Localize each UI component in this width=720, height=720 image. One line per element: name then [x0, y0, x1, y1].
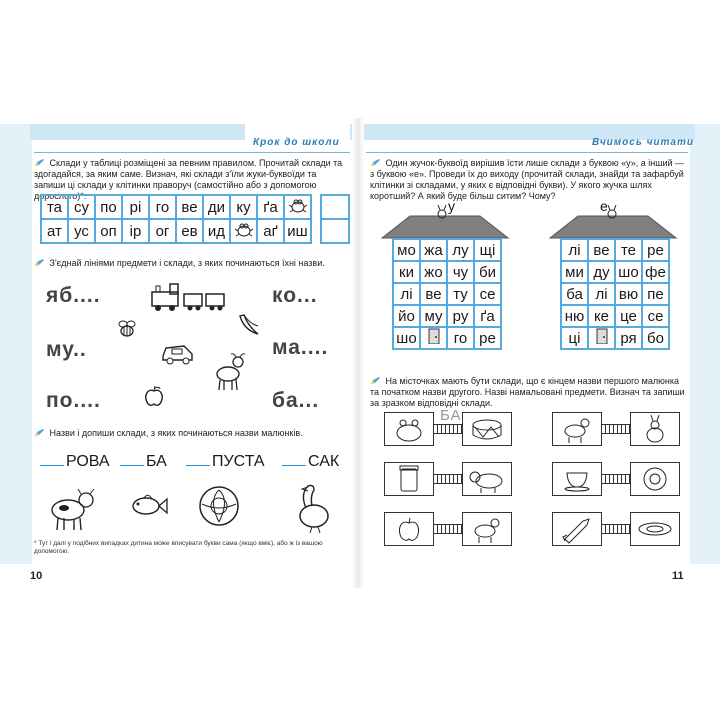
answer-cell[interactable] — [321, 219, 349, 243]
door-icon — [428, 328, 440, 344]
house-cell[interactable]: ґа — [474, 305, 501, 327]
plate-icon — [631, 513, 679, 545]
fill-word: САК — [308, 453, 340, 470]
goat-icon — [463, 513, 511, 545]
cell: ве — [176, 195, 203, 219]
fill-blank[interactable] — [186, 465, 210, 466]
bridge-pic-apple — [384, 512, 434, 546]
fill-blank[interactable] — [40, 465, 64, 466]
bull-icon — [463, 463, 511, 495]
house-cell[interactable]: чу — [447, 261, 474, 283]
pencil-icon — [34, 258, 45, 267]
cabbage-icon — [631, 463, 679, 495]
cell: ид — [203, 219, 230, 243]
jar-icon — [385, 463, 433, 495]
house-cell[interactable]: ре — [642, 239, 669, 261]
house-cell[interactable]: ту — [447, 283, 474, 305]
fill-sak — [282, 453, 339, 471]
bridge-pic-drum — [462, 412, 512, 446]
cell: су — [68, 195, 95, 219]
pencil-icon — [370, 376, 381, 385]
cell: ог — [149, 219, 176, 243]
cell: ев — [176, 219, 203, 243]
fill-word: БА — [146, 453, 167, 470]
cell: аґ — [257, 219, 284, 243]
bug-icon — [288, 196, 308, 214]
fill-rova — [40, 453, 110, 471]
banana-icon — [236, 312, 262, 338]
bee-icon — [116, 318, 138, 340]
cell: ус — [68, 219, 95, 243]
bridge-sample: БА — [440, 407, 462, 424]
cabbage-icon — [194, 482, 244, 528]
house-cell[interactable]: лі — [561, 239, 588, 261]
bridge-pic-cup — [552, 462, 602, 496]
cell: ір — [122, 219, 149, 243]
pencil-icon — [34, 428, 45, 437]
house-cell[interactable]: го — [447, 327, 474, 349]
cell: ди — [203, 195, 230, 219]
bug-icon — [234, 220, 254, 238]
goat-icon — [553, 413, 601, 445]
cell: иш — [284, 219, 311, 243]
house-cell[interactable]: бо — [642, 327, 669, 349]
bridge-pic-rabbit — [630, 412, 680, 446]
page-number-left: 10 — [30, 570, 43, 582]
house2-roof — [548, 202, 680, 242]
cell: го — [149, 195, 176, 219]
bridge — [434, 474, 462, 484]
cell: ат — [41, 219, 68, 243]
bridge-pic-jar — [384, 462, 434, 496]
house-cell[interactable]: ря — [615, 327, 642, 349]
cell: та — [41, 195, 68, 219]
bridge — [602, 524, 630, 534]
house-cell[interactable]: йо — [393, 305, 420, 327]
rocket-icon — [553, 513, 601, 545]
right-header-line — [366, 152, 688, 153]
cell: оп — [95, 219, 122, 243]
house-cell[interactable]: ки — [393, 261, 420, 283]
house1-letter: у — [448, 198, 455, 214]
frog-icon — [385, 413, 433, 445]
apple-icon — [385, 513, 433, 545]
bridge-pic-plate — [630, 512, 680, 546]
cell: ку — [230, 195, 257, 219]
bridge — [602, 474, 630, 484]
door-cell[interactable] — [588, 327, 615, 349]
house1-roof — [380, 202, 512, 242]
syllable-ma: ма.... — [272, 336, 329, 359]
right-task2-text: На місточках мають бути склади, що є кінцем назви першого малюнка та початком назви другого. Назві намальовані предмети. Визнач та запиши за зразком відповідні склади. — [370, 376, 685, 408]
house-cell[interactable]: би — [474, 261, 501, 283]
left-task2-text: З'єднай лініями предмети і склади, з яких починаються їхні назви. — [49, 258, 325, 268]
house-cell[interactable]: фе — [642, 261, 669, 283]
fill-blank[interactable] — [120, 465, 144, 466]
house-cell[interactable]: ке — [588, 305, 615, 327]
house-cell[interactable]: ба — [561, 283, 588, 305]
house-cell[interactable]: вю — [615, 283, 642, 305]
house-cell[interactable]: лі — [393, 283, 420, 305]
right-task2 — [370, 376, 686, 409]
bridge-pic-cabbage — [630, 462, 680, 496]
house-cell[interactable]: щі — [474, 239, 501, 261]
fill-pusta — [186, 453, 265, 471]
bridge-pic-goat — [462, 512, 512, 546]
fish-icon — [128, 490, 168, 522]
syllable-yab: яб.... — [46, 284, 101, 307]
left-task3-text: Назви і допиши склади, з яких починаються назви малюнків. — [49, 428, 303, 438]
left-task3 — [34, 428, 346, 439]
house-cell[interactable]: му — [420, 305, 447, 327]
house-cell[interactable]: шо — [615, 261, 642, 283]
left-task2 — [34, 258, 346, 269]
right-header-title: Вчимось читати — [592, 137, 694, 148]
fill-word: РОВА — [66, 453, 110, 470]
house-cell[interactable]: се — [642, 305, 669, 327]
house-cell[interactable]: жа — [420, 239, 447, 261]
house-cell[interactable]: це — [615, 305, 642, 327]
house-cell[interactable]: лі — [588, 283, 615, 305]
fill-word: ПУСТА — [212, 453, 265, 470]
house1-grid — [392, 238, 502, 350]
cell: по — [95, 195, 122, 219]
house-cell[interactable]: ре — [474, 327, 501, 349]
footnote: * Тут і далі у подібних випадках дитина може вписувати букви сама (якщо вміє), або ж із вашою допомогою. — [34, 540, 323, 555]
door-icon — [596, 328, 608, 344]
bridge-pic-frog — [384, 412, 434, 446]
bridge-pic-bull — [462, 462, 512, 496]
fill-blank[interactable] — [282, 465, 306, 466]
house-cell[interactable]: шо — [393, 327, 420, 349]
left-header-line — [34, 152, 350, 153]
house-cell[interactable]: те — [615, 239, 642, 261]
pencil-icon — [370, 158, 381, 167]
right-margin-band — [690, 124, 720, 564]
house-cell[interactable]: жо — [420, 261, 447, 283]
bridge-pic-rocket — [552, 512, 602, 546]
left-task1-text: Склади у таблиці розміщені за певним правилом. Прочитай склади та здогадайся, за яким саме. Визнач, які склади з'їли жуки-буквоїди та запиши ці склади у клітинки праворуч (самостійно або з допомогою дорослого)*. — [34, 158, 343, 201]
cup-icon — [553, 463, 601, 495]
goat-icon — [210, 352, 248, 392]
drum-icon — [463, 413, 511, 445]
house2-grid — [560, 238, 670, 350]
train-icon — [146, 280, 228, 314]
cell: рі — [122, 195, 149, 219]
house-cell[interactable]: лу — [447, 239, 474, 261]
left-margin-band — [0, 124, 32, 564]
bug-cell — [230, 219, 257, 243]
door-cell[interactable] — [420, 327, 447, 349]
syllable-po: по.... — [46, 389, 101, 412]
syllable-ko: ко... — [272, 284, 318, 307]
answer-cell[interactable] — [321, 195, 349, 219]
left-header-title: Крок до школи — [253, 137, 340, 148]
house-cell[interactable]: ду — [588, 261, 615, 283]
house-cell[interactable]: пе — [642, 283, 669, 305]
left-header-stripe — [30, 124, 245, 140]
right-task1-text: Один жучок-буквоїд вирішив їсти лише склади з буквою «у», а інший — з буквою «е». Проведи їх до виходу (прочитай склади, знайди та зафарбуй клітинки зі складами, у яких є відповідні букви). У якого жучка шлях коротший? А який буде більш ситим? Чому? — [370, 158, 685, 201]
page-number-right: 11 — [672, 570, 684, 582]
house-cell[interactable]: ру — [447, 305, 474, 327]
bridge — [602, 424, 630, 434]
car-icon — [160, 340, 196, 366]
cell: ґа — [257, 195, 284, 219]
house-cell[interactable]: ню — [561, 305, 588, 327]
house-cell[interactable]: се — [474, 283, 501, 305]
house-cell[interactable]: ве — [420, 283, 447, 305]
bridge-pic-goat2 — [552, 412, 602, 446]
house-cell[interactable]: ці — [561, 327, 588, 349]
rabbit-icon — [631, 413, 679, 445]
syllable-table — [40, 194, 350, 244]
fill-ba — [120, 453, 167, 471]
bridge — [434, 424, 462, 434]
bug-cell — [284, 195, 311, 219]
bridge — [434, 524, 462, 534]
cow-icon — [44, 480, 102, 534]
apple-icon — [142, 384, 166, 408]
house2-letter: е — [600, 198, 608, 214]
book-spine — [352, 118, 364, 588]
syllable-mu: му.. — [46, 338, 87, 361]
pencil-icon — [34, 158, 45, 167]
syllable-ba: ба... — [272, 389, 320, 412]
right-task1 — [370, 158, 686, 202]
house-cell[interactable]: мо — [393, 239, 420, 261]
house-cell[interactable]: ми — [561, 261, 588, 283]
house-cell[interactable]: ве — [588, 239, 615, 261]
goose-icon — [290, 480, 334, 534]
